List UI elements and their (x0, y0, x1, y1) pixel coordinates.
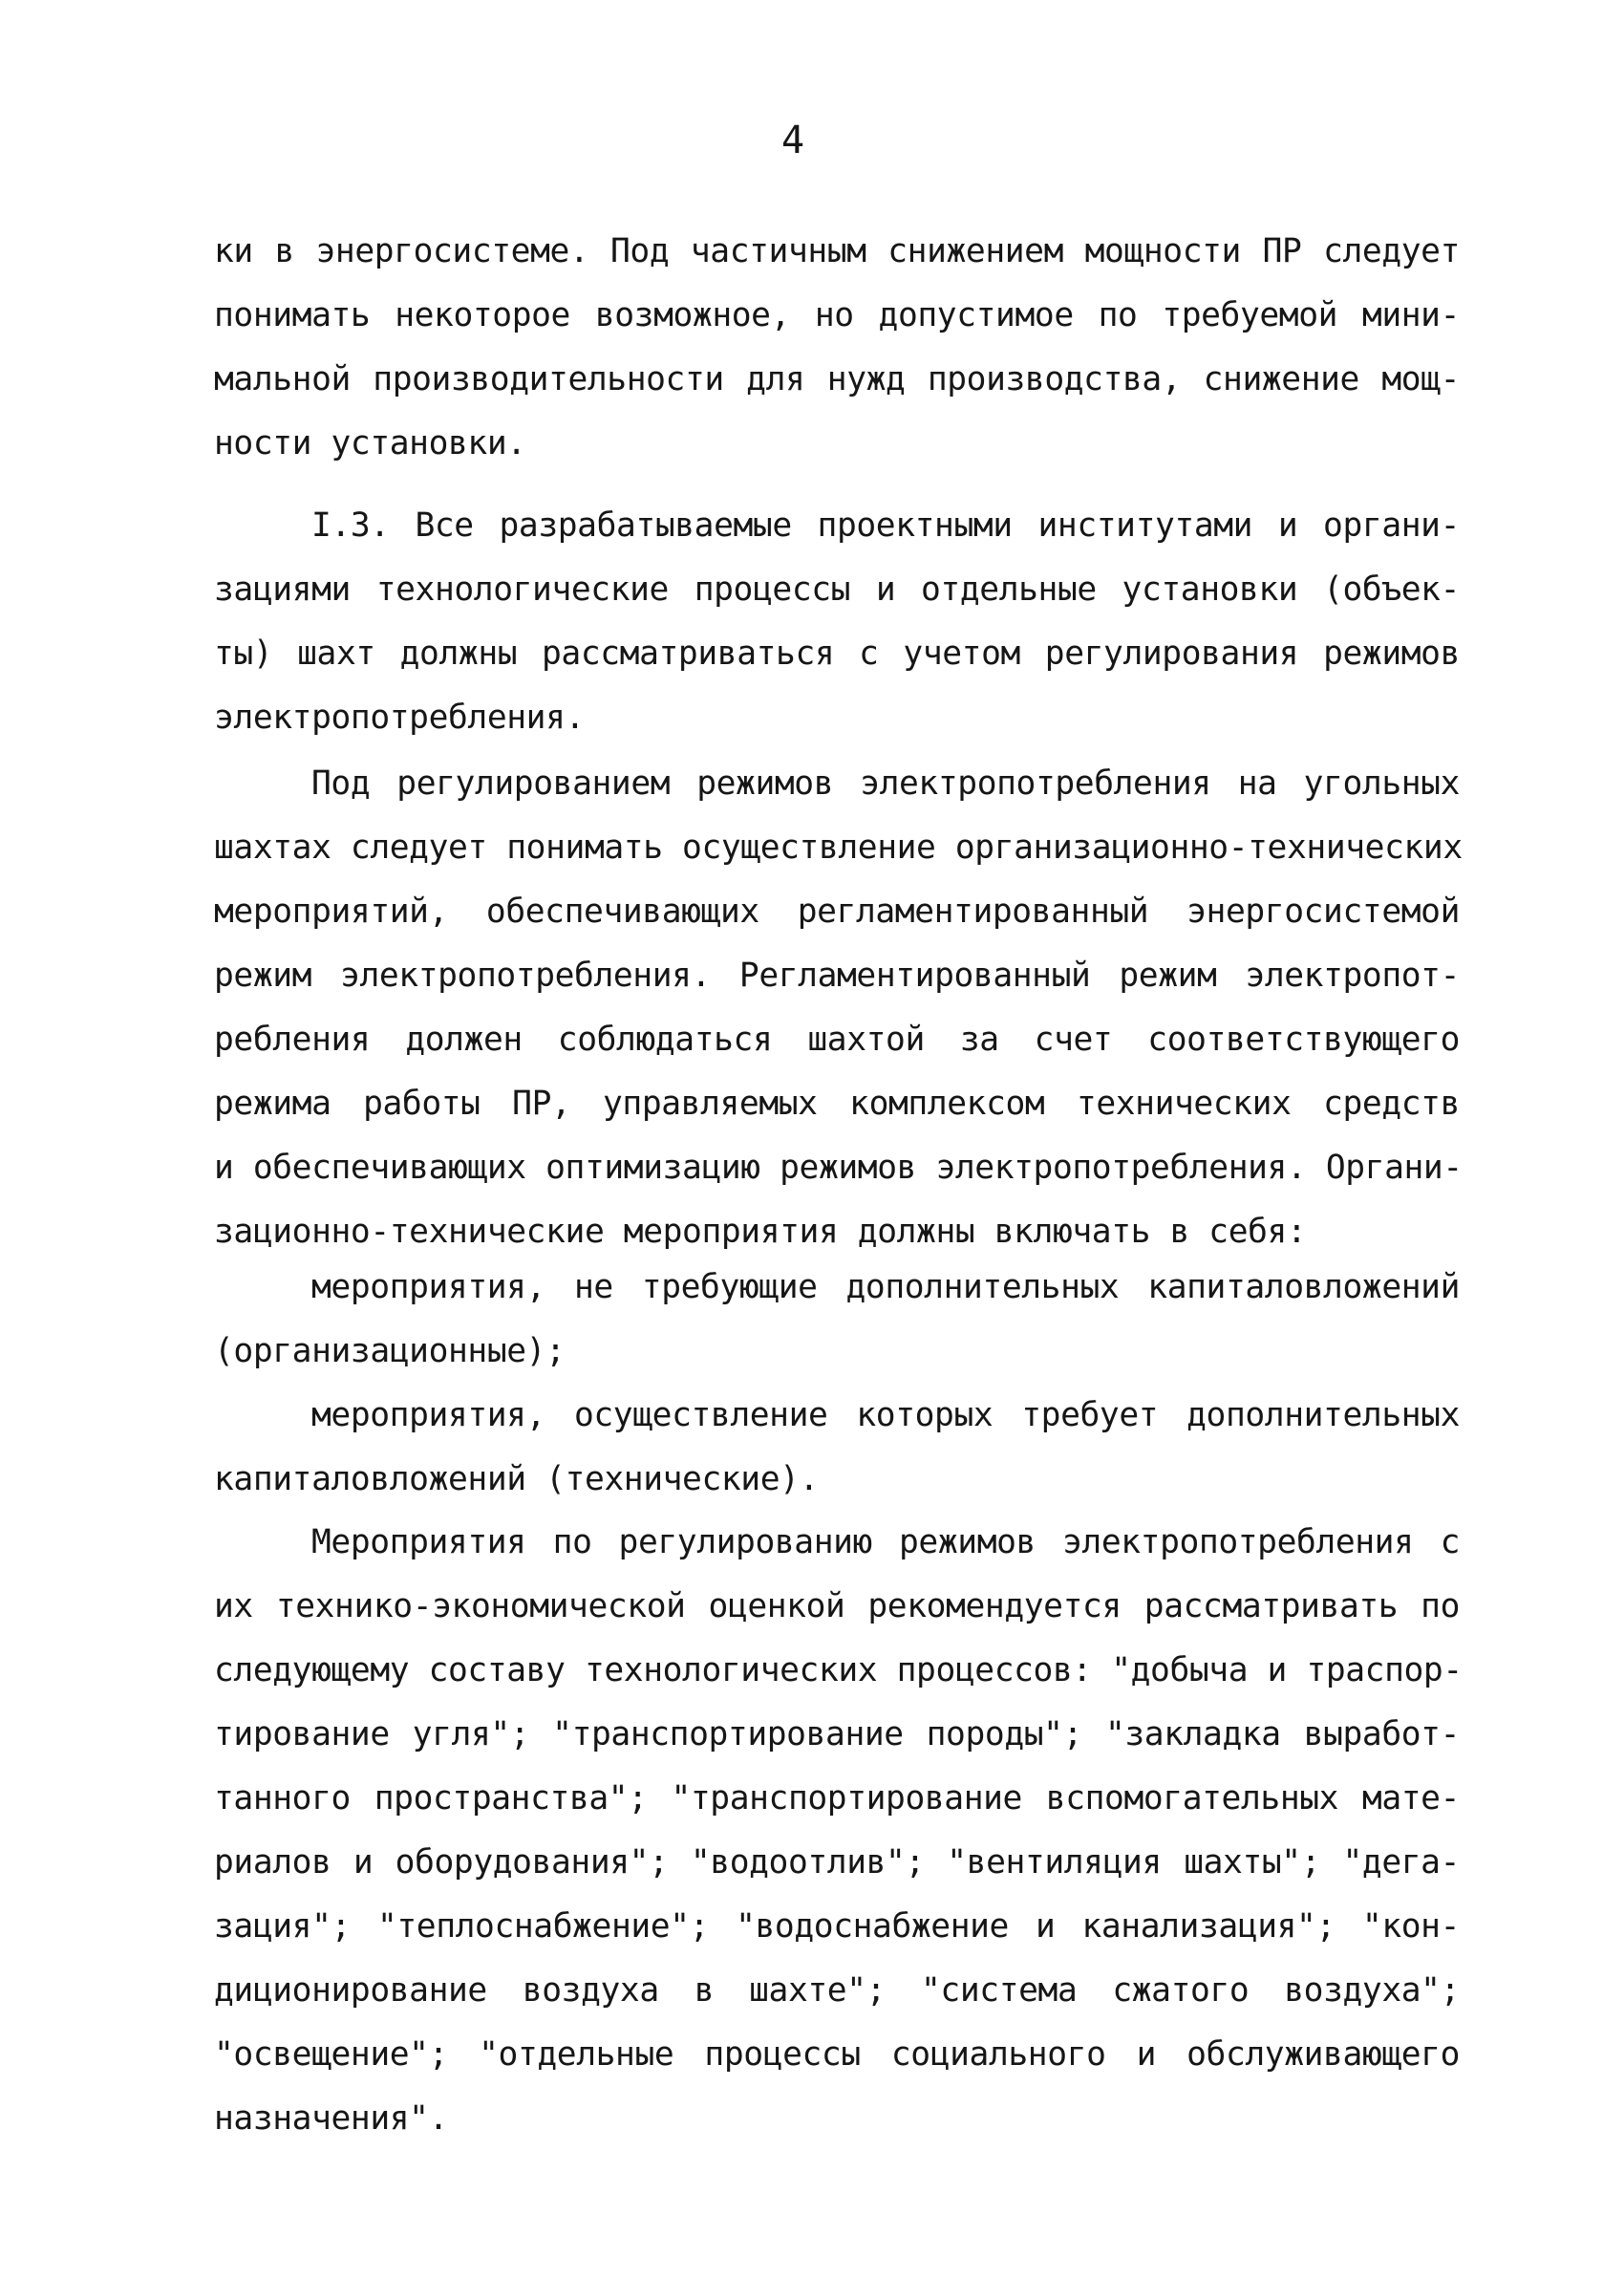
paragraph-regulation-definition (214, 752, 1463, 1264)
text-line: электропотребления. (214, 699, 585, 737)
text-line: мероприятия, не требующие дополнительных капиталовложений (311, 1268, 1460, 1306)
text-line: их технико-экономической оценкой рекомендуется рассматривать по (214, 1587, 1460, 1625)
paragraph-section-1-3 (214, 494, 1460, 750)
list-item-technical-measures (214, 1384, 1460, 1512)
text-line: режим электропотребления. Регламентированный режим электропот- (214, 957, 1460, 995)
text-line: ребления должен соблюдаться шахтой за счет соответствующего (214, 1021, 1460, 1059)
paragraph-process-list (214, 1511, 1463, 2151)
text-line: мальной производительности для нужд производства, снижение мощ- (214, 360, 1460, 398)
text-line: Под регулированием режимов электропотребления на угольных (311, 764, 1460, 803)
text-line: танного пространства"; "транспортирование вспомогательных мате- (214, 1779, 1460, 1818)
text-line: ты) шахт должны рассматриваться с учетом регулирования режимов (214, 635, 1460, 673)
list-item-organizational-measures (214, 1256, 1460, 1384)
text-line: и обеспечивающих оптимизацию режимов электропотребления. Органи- (214, 1149, 1463, 1187)
text-line: ки в энергосистеме. Под частичным снижением мощности ПР следует (214, 232, 1460, 270)
text-line: "освещение"; "отдельные процессы социального и обслуживающего (214, 2035, 1460, 2074)
text-line: диционирование воздуха в шахте"; "система сжатого воздуха"; (214, 1971, 1460, 2010)
text-line: режима работы ПР, управляемых комплексом технических средств (214, 1085, 1460, 1123)
text-line: зациями технологические процессы и отдельные установки (объек- (214, 570, 1460, 609)
text-line: назначения". (214, 2099, 449, 2138)
text-line: ности установки. (214, 424, 526, 462)
text-line: тирование угля"; "транспортирование породы"; "закладка выработ- (214, 1715, 1460, 1753)
paragraph-power-reduction-definition (214, 220, 1460, 476)
text-line: мероприятий, обеспечивающих регламентированный энергосистемой (214, 893, 1460, 931)
text-line: зационно-технические мероприятия должны включать в себя: (214, 1213, 1307, 1251)
text-line: I.3. Все разрабатываемые проектными институтами и органи- (311, 506, 1460, 545)
text-line: мероприятия, осуществление которых требует дополнительных (311, 1396, 1460, 1434)
page-number: 4 (780, 118, 805, 162)
text-line: риалов и оборудования"; "водоотлив"; "вентиляция шахты"; "дега- (214, 1843, 1460, 1882)
text-line: понимать некоторое возможное, но допустимое по требуемой мини- (214, 296, 1460, 334)
text-line: шахтах следует понимать осуществление организационно-технических (214, 828, 1463, 867)
text-line: капиталовложений (технические). (214, 1460, 819, 1498)
text-line: (организационные); (214, 1332, 566, 1370)
text-line: Мероприятия по регулированию режимов электропотребления с (311, 1523, 1460, 1561)
text-line: следующему составу технологических процессов: "добыча и траспор- (214, 1651, 1463, 1689)
text-line: зация"; "теплоснабжение"; "водоснабжение и канализация"; "кон- (214, 1907, 1460, 1946)
